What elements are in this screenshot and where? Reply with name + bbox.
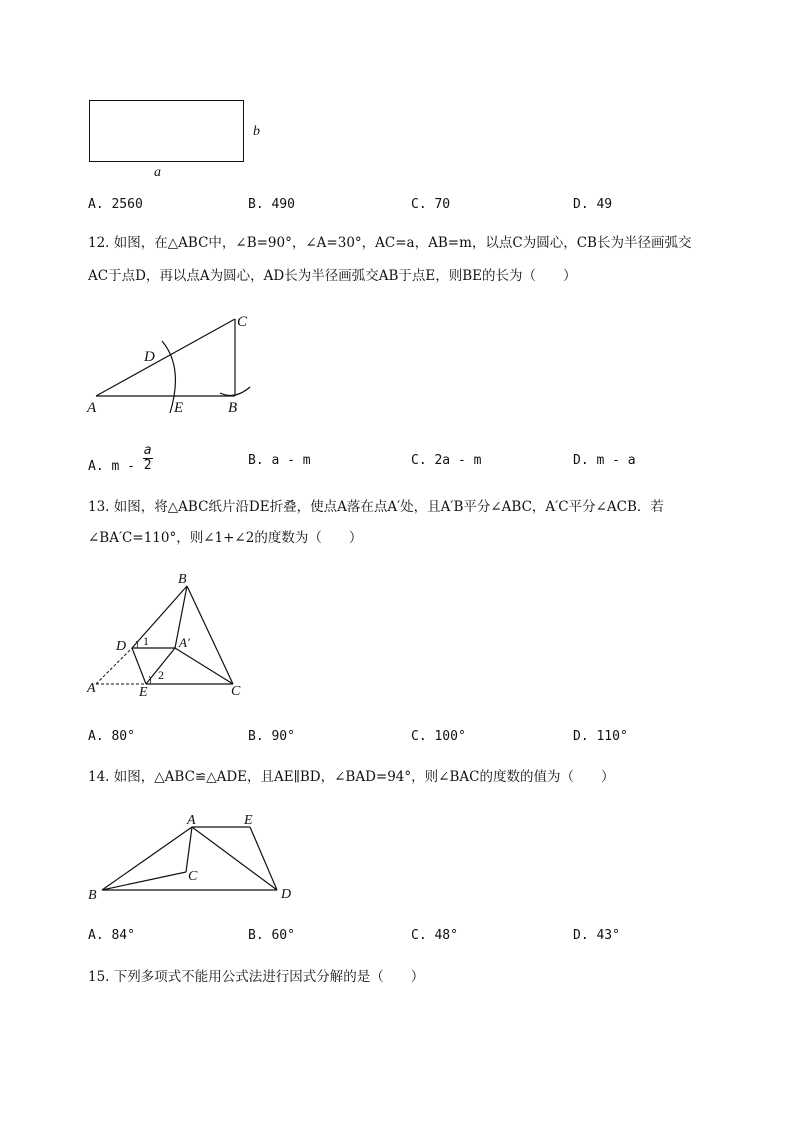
- q12-label-e: E: [174, 400, 184, 416]
- q12-label-a: A: [87, 400, 97, 416]
- q13-stem-line2: ∠BA′C=110°，则∠1+∠2的度数为（ ）: [88, 530, 363, 546]
- q11-option-d: D. 49: [573, 197, 613, 212]
- q15-stem-line1: 15. 下列多项式不能用公式法进行因式分解的是（ ）: [88, 969, 425, 985]
- q14-option-a: A. 84°: [88, 928, 135, 943]
- q14-label-c: C: [188, 869, 198, 884]
- fraction-denominator: 2: [143, 458, 152, 473]
- q12-option-a: [88, 444, 153, 473]
- q12-option-d: D. m - a: [573, 453, 636, 468]
- q12-stem-line2: AC于点D，再以点A为圆心，AD长为半径画弧交AB于点E，则BE的长为（ ）: [88, 268, 577, 284]
- q13-stem-line1: 13. 如图，将△ABC纸片沿DE折叠，使点A落在点A′处，且A′B平分∠ABC，A′C平分∠ACB．若: [88, 499, 664, 515]
- label-a: a: [154, 165, 161, 180]
- q14-label-a: A: [187, 813, 196, 828]
- fraction-numerator: a: [143, 443, 152, 458]
- q12-label-d: D: [144, 349, 155, 365]
- q12-label-b: B: [228, 400, 238, 416]
- q14-label-d: D: [281, 887, 292, 902]
- q12-option-b: B. a - m: [248, 453, 311, 468]
- q14-option-b: B. 60°: [248, 928, 295, 943]
- q11-option-a: A. 2560: [88, 197, 143, 212]
- q14-stem-line1: 14. 如图，△ABC≌△ADE，且AE∥BD，∠BAD=94°，则∠BAC的度数的值为（ ）: [88, 769, 615, 785]
- label-b: b: [253, 124, 260, 139]
- q11-option-c: C. 70: [411, 197, 451, 212]
- rectangle: [90, 101, 244, 162]
- q14-option-d: D. 43°: [573, 928, 620, 943]
- q13-option-b: B. 90°: [248, 729, 295, 744]
- q14-option-c: C. 48°: [411, 928, 458, 943]
- q13-label-a: A: [87, 681, 96, 696]
- q13-label-2: 2: [158, 668, 164, 682]
- q13-label-c: C: [231, 684, 241, 699]
- q12-label-c: C: [237, 314, 248, 330]
- q12-option-c: C. 2a - m: [411, 453, 482, 468]
- q14-label-b: B: [88, 888, 97, 903]
- q12-option-a-prefix: A. m -: [88, 459, 135, 474]
- q12-option-a-fraction: [143, 444, 153, 473]
- q13-label-a-prime: A′: [179, 635, 190, 650]
- q14-congruent-figure: [80, 805, 310, 905]
- q14-label-e: E: [244, 813, 253, 828]
- q13-label-d: D: [116, 639, 127, 654]
- q13-fold-figure: [80, 568, 280, 703]
- q13-option-d: D. 110°: [573, 729, 628, 744]
- q13-label-1: 1: [143, 634, 149, 648]
- q12-stem-line1: 12. 如图，在△ABC中，∠B=90°，∠A=30°，AC=a，AB=m，以点C为圆心，CB长为半径画弧交: [88, 235, 692, 251]
- q11-option-b: B. 490: [248, 197, 295, 212]
- q13-option-a: A. 80°: [88, 729, 135, 744]
- q12-triangle-figure: [80, 305, 280, 420]
- q13-label-b: B: [178, 572, 187, 587]
- q13-label-e: E: [139, 685, 148, 700]
- q13-option-c: C. 100°: [411, 729, 466, 744]
- q11-rectangle-figure: [80, 90, 280, 185]
